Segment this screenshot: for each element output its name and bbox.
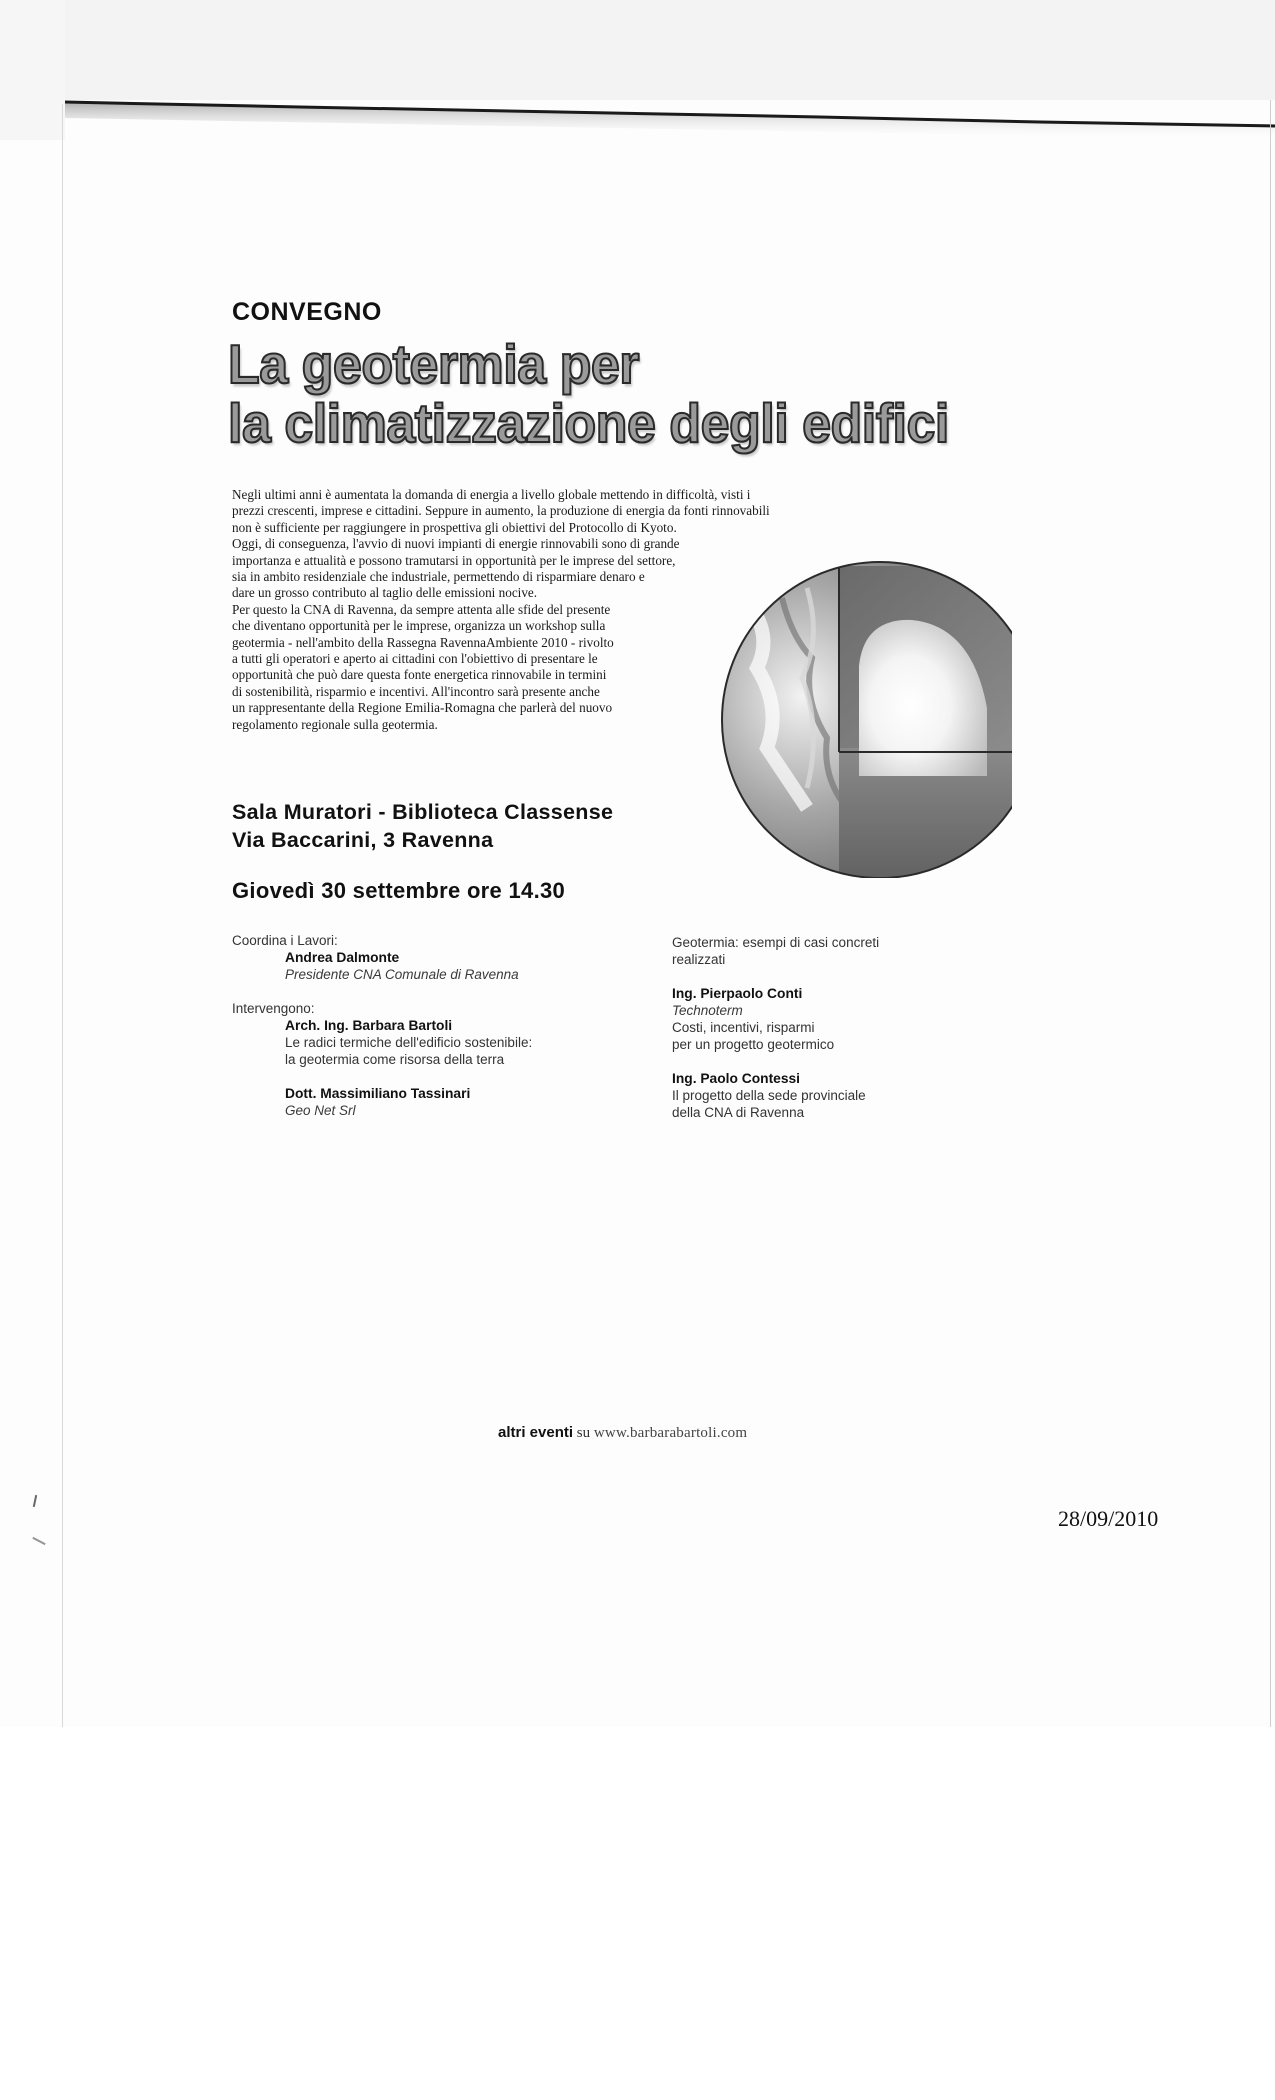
body-line: regolamento regionale sulla geotermia.: [232, 716, 438, 732]
body-line: a tutti gli operatori e aperto ai cittadini con l'obiettivo di presentare le: [232, 651, 598, 667]
coordinator-label: Coordina i Lavori:: [232, 933, 338, 948]
speaker-affiliation: Technoterm: [672, 1003, 743, 1018]
talk-title: per un progetto geotermico: [672, 1037, 835, 1052]
body-line: sia in ambito residenziale che industriale, permettendo di risparmiare denaro e: [232, 569, 645, 585]
talk-title: Il progetto della sede provinciale: [672, 1088, 866, 1103]
body-line: prezzi crescenti, imprese e cittadini. Seppure in aumento, la produzione di energia da fonti rinnovabili: [232, 503, 770, 519]
stamp-date: 28/09/2010: [1058, 1506, 1159, 1531]
stray-pen-mark: [33, 1495, 37, 1507]
talk-title: della CNA di Ravenna: [672, 1105, 805, 1120]
headline-line: la climatizzazione degli edifici: [228, 393, 949, 455]
body-line: che diventano opportunità per le imprese, organizza un workshop sulla: [232, 618, 606, 634]
earth-cutaway-globe-image: [712, 548, 1012, 878]
speaker-name: Ing. Pierpaolo Conti: [672, 986, 803, 1001]
venue-line: Sala Muratori - Biblioteca Classense: [232, 800, 614, 824]
scan-right-edge: [1270, 100, 1271, 1727]
venue: [232, 798, 613, 854]
footer-bold-text: altri eventi: [498, 1424, 574, 1441]
footer-connector: su: [573, 1425, 594, 1441]
body-line: di sostenibilità, risparmio e incentivi. All'incontro sarà presente anche: [232, 683, 600, 699]
scan-edge-shadow: [0, 0, 1275, 140]
speakers-label: Intervengono:: [232, 1001, 315, 1016]
program-column-right: [672, 934, 972, 1121]
kicker-label: CONVEGNO: [232, 298, 382, 326]
program-column-left: [232, 932, 632, 1119]
footer-events-link: [498, 1424, 747, 1442]
body-line: non è sufficiente per raggiungere in prospettiva gli obiettivi del Protocollo di Kyoto.: [232, 519, 677, 535]
body-line: geotermia - nell'ambito della Rassegna RavennaAmbiente 2010 - rivolto: [232, 634, 614, 650]
venue-line: Via Baccarini, 3 Ravenna: [232, 828, 494, 852]
event-date-time: Giovedì 30 settembre ore 14.30: [232, 878, 566, 903]
talk-title: Le radici termiche dell'edificio sostenibile:: [285, 1035, 533, 1050]
body-line: importanza e attualità e possono tramutarsi in opportunità per le imprese del settore,: [232, 552, 676, 568]
talk-title: Geotermia: esempi di casi concreti: [672, 935, 880, 950]
speaker-affiliation: Presidente CNA Comunale di Ravenna: [285, 967, 519, 982]
speaker-name: Dott. Massimiliano Tassinari: [285, 1086, 471, 1101]
website-link[interactable]: www.barbarabartoli.com: [593, 1425, 748, 1441]
headline: [228, 334, 949, 455]
headline-line: La geotermia per: [228, 334, 640, 396]
body-line: Per questo la CNA di Ravenna, da sempre attenta alle sfide del presente: [232, 601, 611, 617]
speaker-name: Ing. Paolo Contessi: [672, 1071, 801, 1086]
speaker-name: Arch. Ing. Barbara Bartoli: [285, 1018, 453, 1033]
talk-title: realizzati: [672, 952, 726, 967]
speaker-name: Andrea Dalmonte: [285, 950, 400, 965]
stray-pen-mark: [32, 1537, 45, 1545]
body-line: Negli ultimi anni è aumentata la domanda di energia a livello globale mettendo in difficoltà, visti i: [232, 487, 751, 502]
scan-left-edge: [62, 104, 63, 1727]
body-line: opportunità che può dare questa fonte energetica rinnovabile in termini: [232, 667, 607, 683]
body-line: dare un grosso contributo al taglio delle emissioni nocive.: [232, 585, 538, 601]
speaker-affiliation: Geo Net Srl: [285, 1103, 356, 1118]
talk-title: la geotermia come risorsa della terra: [285, 1052, 505, 1067]
talk-title: Costi, incentivi, risparmi: [672, 1020, 815, 1035]
body-line: Oggi, di conseguenza, l'avvio di nuovi impianti di energie rinnovabili sono di grande: [232, 536, 680, 552]
body-line: un rappresentante della Regione Emilia-Romagna che parlerà del nuovo: [232, 700, 613, 716]
